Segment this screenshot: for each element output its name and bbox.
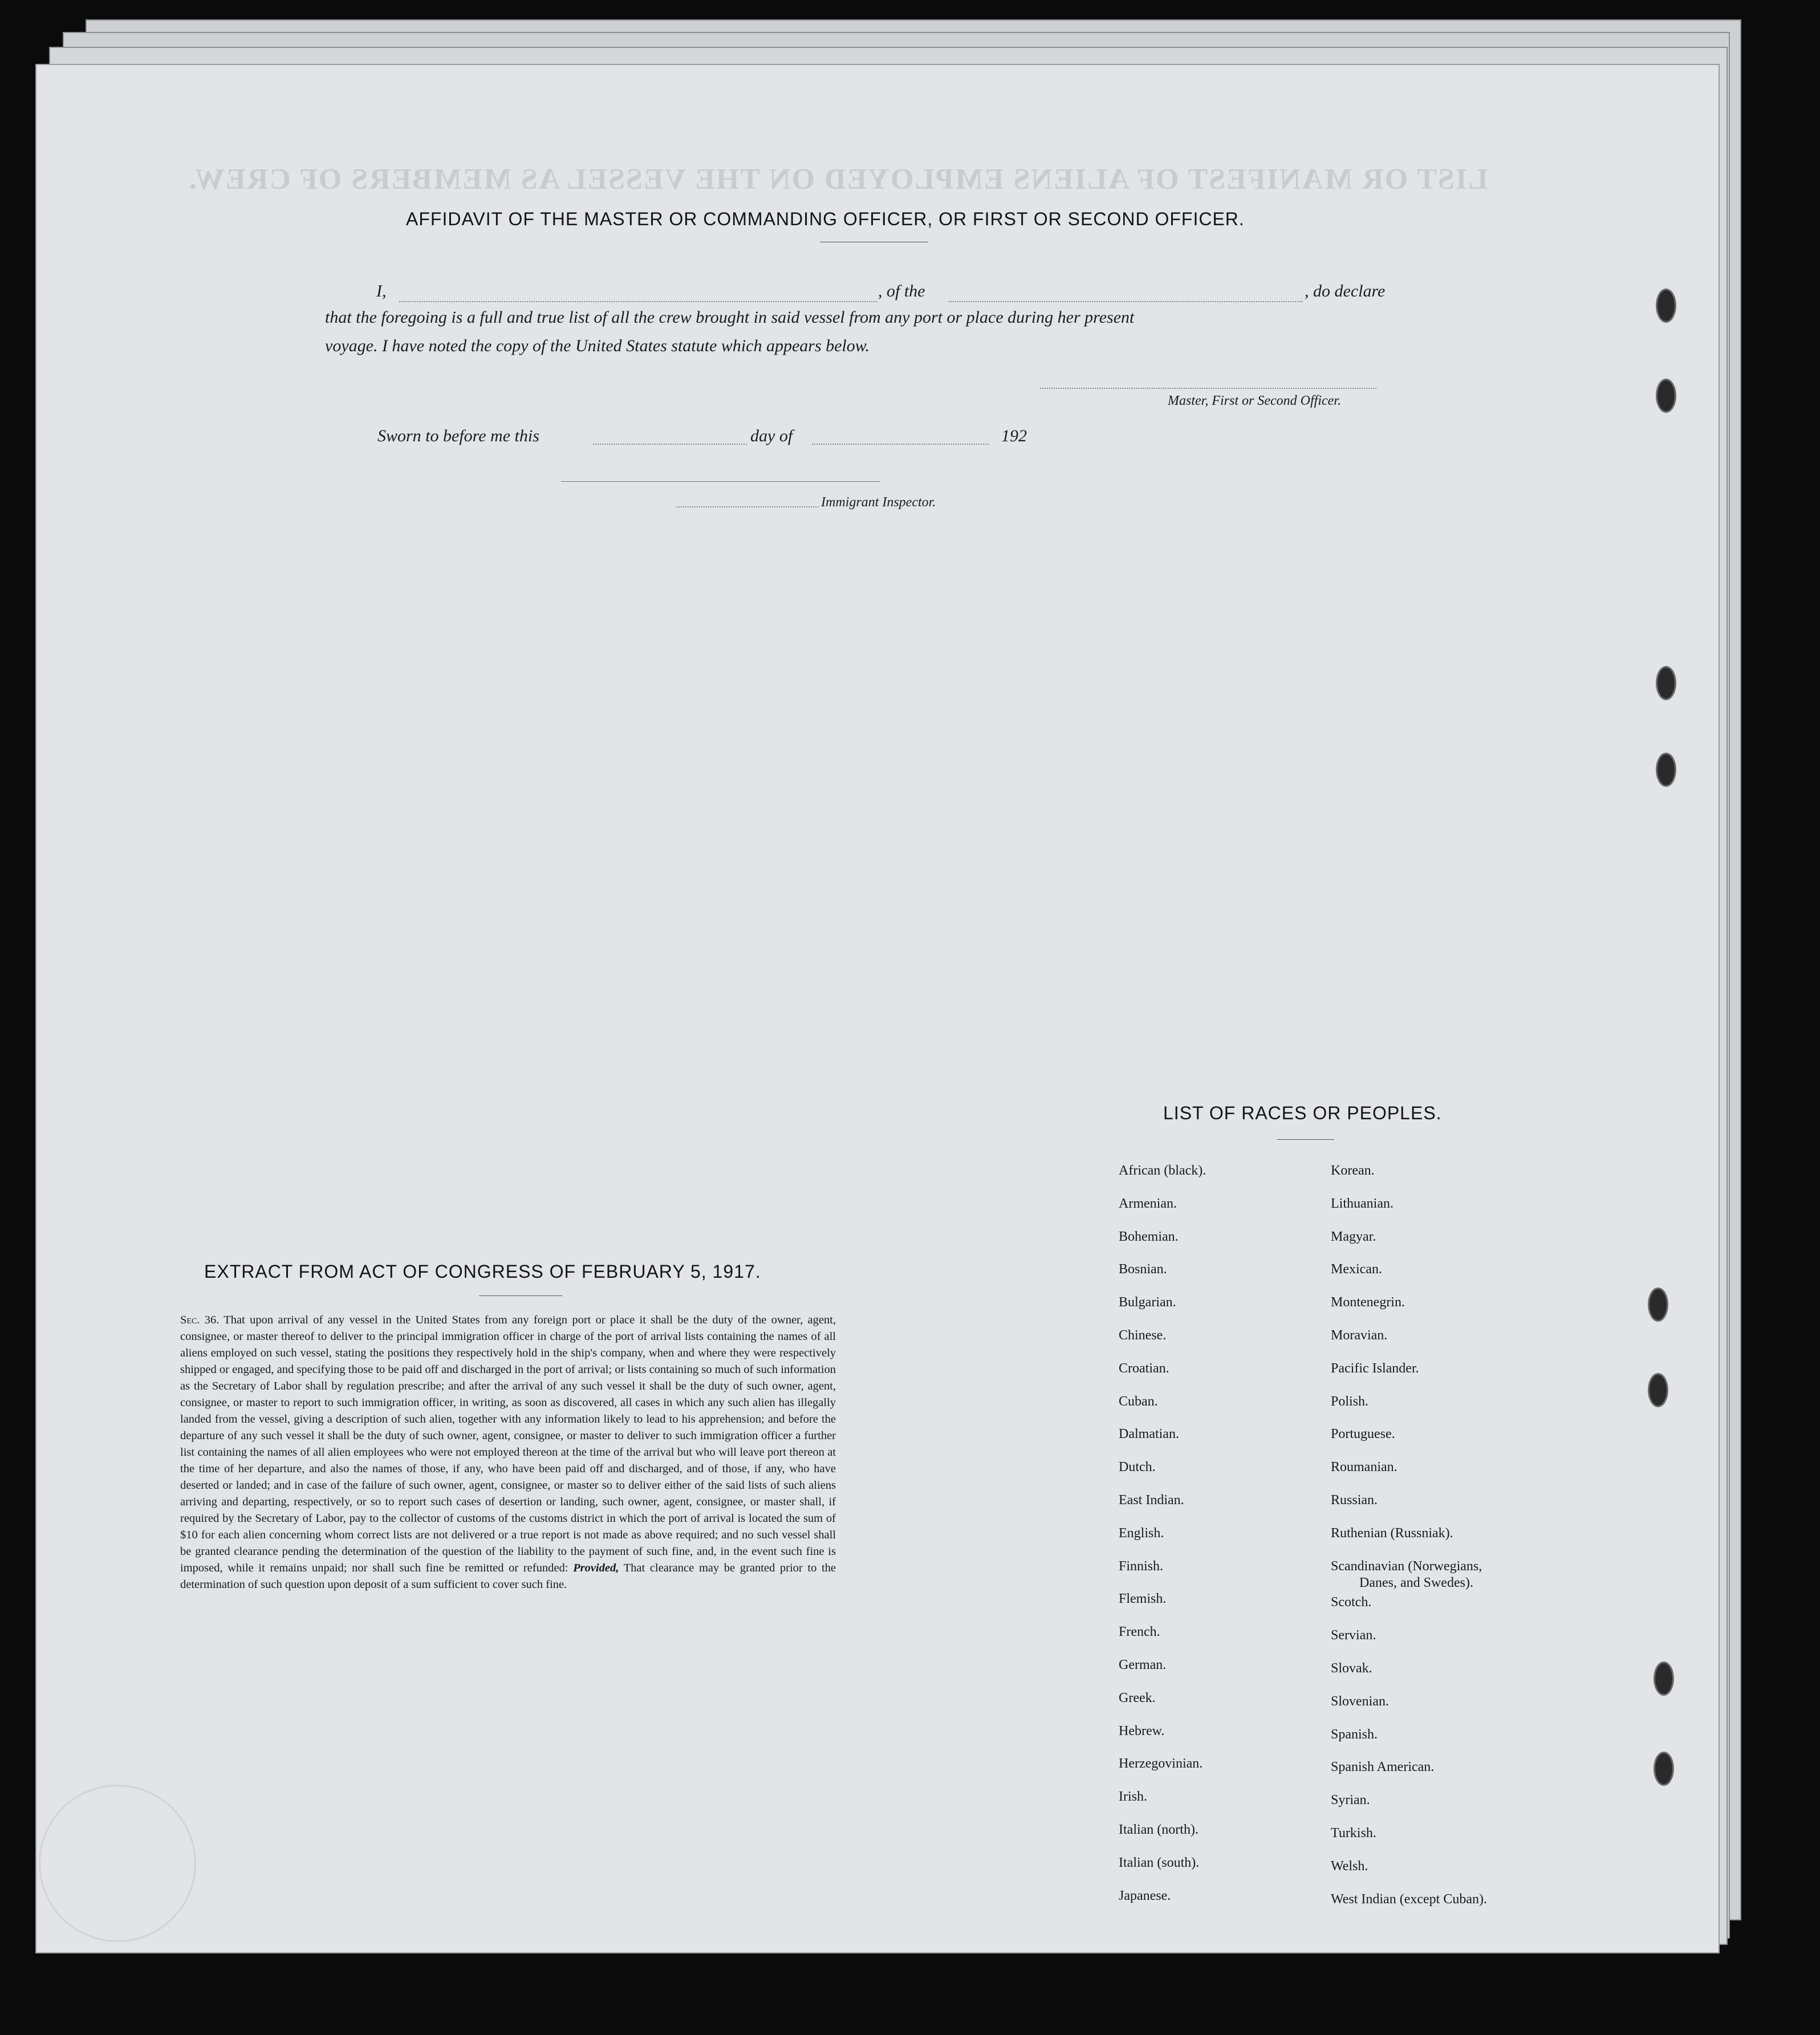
race-item: Croatian. (1119, 1360, 1169, 1376)
race-item: Welsh. (1331, 1858, 1368, 1874)
inspector-caption: Immigrant Inspector. (821, 495, 936, 510)
statute-proviso: That clearance may be granted prior to the determination of such question upon deposit of a sum sufficient to cover such fine. (180, 1562, 836, 1591)
inspector-signature-rule (561, 481, 880, 482)
binder-hole-2 (1656, 379, 1676, 413)
race-item: Chinese. (1119, 1328, 1167, 1343)
race-item: Hebrew. (1119, 1723, 1165, 1739)
race-item: German. (1119, 1658, 1167, 1672)
affidavit-name-blank[interactable] (399, 301, 877, 302)
binder-hole-1 (1656, 289, 1676, 323)
race-item: Slovak. (1331, 1661, 1372, 1676)
race-item: Finnish. (1119, 1558, 1164, 1574)
race-item: Dutch. (1119, 1460, 1156, 1475)
race-item: Bulgarian. (1119, 1295, 1176, 1310)
race-item: Dalmatian. (1119, 1427, 1179, 1442)
affidavit-i: I, (376, 282, 387, 300)
binder-hole-8 (1654, 1752, 1674, 1786)
race-item: English. (1119, 1525, 1164, 1541)
race-item: Ruthenian (Russniak). (1331, 1525, 1453, 1541)
affidavit-line-2: that the foregoing is a full and true list of all the crew brought in said vessel from any port or place during her present (325, 308, 1135, 327)
race-item: Scandinavian (Norwegians, (1331, 1558, 1482, 1574)
race-item: Mexican. (1331, 1262, 1382, 1277)
race-item: Turkish. (1331, 1826, 1376, 1841)
sworn-month-blank[interactable] (812, 444, 989, 445)
race-item: Moravian. (1331, 1328, 1388, 1343)
sworn-day-blank[interactable] (593, 444, 747, 445)
race-item: Pacific Islander. (1331, 1360, 1419, 1376)
affidavit-do-declare: , do declare (1305, 282, 1386, 300)
binder-hole-3 (1656, 666, 1676, 700)
inspector-signature-line[interactable] (676, 506, 819, 507)
race-item: Lithuanian. (1331, 1196, 1394, 1211)
binder-hole-7 (1654, 1662, 1674, 1696)
race-item: Russian. (1331, 1493, 1378, 1508)
statute-text (180, 1312, 836, 1593)
race-item: Magyar. (1331, 1229, 1376, 1244)
race-item: Polish. (1331, 1394, 1369, 1409)
affidavit-vessel-blank[interactable] (949, 301, 1302, 302)
race-item: Korean. (1331, 1163, 1375, 1178)
race-item: Cuban. (1119, 1394, 1158, 1409)
sworn-year: 192 (1001, 427, 1027, 445)
race-item: Scotch. (1331, 1595, 1372, 1610)
race-item: Armenian. (1119, 1196, 1177, 1211)
race-item: Bohemian. (1119, 1229, 1179, 1244)
race-item: Slovenian. (1331, 1693, 1389, 1709)
sworn-day-of: day of (750, 427, 793, 445)
race-item: West Indian (except Cuban). (1331, 1891, 1487, 1907)
affidavit-of-the: , of the (878, 282, 925, 300)
race-item: Italian (south). (1119, 1855, 1200, 1870)
race-item: Spanish American. (1331, 1760, 1435, 1775)
section-label: Sec. 36. (180, 1314, 220, 1326)
faint-stamp-circle (39, 1785, 196, 1942)
race-item: Bosnian. (1119, 1262, 1167, 1277)
race-item: Portuguese. (1331, 1427, 1395, 1442)
race-item: Spanish. (1331, 1727, 1378, 1742)
race-item: Japanese. (1119, 1888, 1171, 1903)
race-item: Syrian. (1331, 1793, 1370, 1808)
race-item: Flemish. (1119, 1591, 1167, 1607)
extract-title-rule (479, 1295, 562, 1296)
race-item: East Indian. (1119, 1493, 1184, 1508)
manifest-page (35, 64, 1720, 1953)
affidavit-title: AFFIDAVIT OF THE MASTER OR COMMANDING OFFICER, OR FIRST OR SECOND OFFICER. (406, 209, 1245, 229)
statute-body: That upon arrival of any vessel in the United States from any foreign port or place it shall be the duty of the owner, agent, consignee, or master thereof to deliver to the principal immigration officer in charge of the port of arrival lists containing the names of all aliens employed on such vessel, stating the positions they respectively hold in the ship's company, when and where they were respectively shipped or engaged, and specifying those to be paid off and discharged in the port of arrival; or lists containing so much of such information as the Secretary of Labor shall by regulation prescribe; and after the arrival of any such vessel it shall be the duty of such owner, agent, consignee, or master to report to such immigration officer, in writing, as soon as discovered, all cases in which any such alien has illegally landed from the vessel, giving a description of such alien, together with any information likely to lead to his apprehension; and before the departure of any such vessel it shall be the duty of such owner, agent, consignee, or master to deliver to such immigration officer a further list containing the names of all alien employees who were not employed thereon at the time of the arrival but who will leave port thereon at the time of her departure, and also the names of those, if any, who have been paid off and discharged, and of those, if any, who have deserted or landed; and in case of the failure of such owner, agent, consignee, or master so to deliver either of the said lists of such aliens arriving and departing, respectively, or so to report such cases of desertion or landing, such owner, agent, consignee, or master shall, if required by the Secretary of Labor, pay to the collector of customs of the customs district in which the port of arrival is located the sum of $10 for each alien concerning whom correct lists are not delivered or a true report is not made as above required; and no such vessel shall be granted clearance pending the determination of the question of the liability to the payment of such fine, and, in the event such fine is imposed, while it remains unpaid; nor shall such fine be remitted or refunded: (180, 1314, 836, 1574)
binder-hole-4 (1656, 753, 1676, 787)
proviso-label: Provided, (573, 1562, 619, 1574)
races-title: LIST OF RACES OR PEOPLES. (1163, 1103, 1442, 1123)
race-item: Irish. (1119, 1789, 1147, 1805)
race-scandinavian-continuation: Danes, and Swedes). (1359, 1575, 1473, 1590)
bleed-through-title: LIST OR MANIFEST OF ALIENS EMPLOYED ON THE VESSEL AS MEMBERS OF CREW. (188, 163, 1488, 196)
race-item: Montenegrin. (1331, 1295, 1405, 1310)
affidavit-line-3: voyage. I have noted the copy of the United States statute which appears below. (325, 336, 870, 355)
binder-hole-6 (1648, 1373, 1668, 1407)
binder-hole-5 (1648, 1287, 1668, 1322)
master-signature-line[interactable] (1040, 388, 1376, 389)
race-item: Roumanian. (1331, 1460, 1398, 1475)
race-item: French. (1119, 1624, 1160, 1640)
race-item: Italian (north). (1119, 1822, 1199, 1837)
race-item: African (black). (1119, 1163, 1206, 1178)
race-item: Servian. (1331, 1628, 1376, 1643)
extract-title: EXTRACT FROM ACT OF CONGRESS OF FEBRUARY 5, 1917. (204, 1261, 761, 1282)
race-item: Herzegovinian. (1119, 1756, 1203, 1772)
race-item: Greek. (1119, 1690, 1156, 1705)
races-title-rule (1277, 1139, 1334, 1140)
sworn-text: Sworn to before me this (377, 427, 539, 445)
master-caption: Master, First or Second Officer. (1168, 393, 1341, 408)
